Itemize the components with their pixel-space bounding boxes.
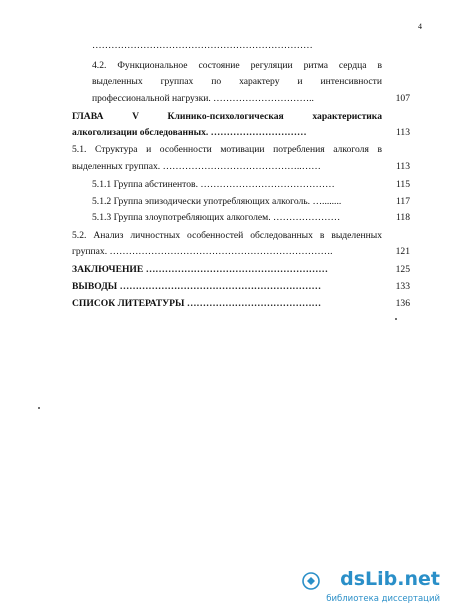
toc-conclusion-page: 125 — [395, 264, 410, 275]
toc-entry-5-2-line-2: группах. ……………………………………………………………. — [72, 246, 333, 257]
toc-entry-5-1-1: 5.1.1 Группа абстинентов. …………………………………… — [92, 179, 335, 190]
toc-findings: ВЫВОДЫ ……………………………………………………… — [72, 281, 322, 292]
scan-speck — [38, 407, 40, 409]
scan-speck — [395, 318, 397, 320]
toc-entry-5-2-line-1: 5.2. Анализ личностных особенностей обследованных в выделенных — [72, 230, 382, 241]
toc-chapter-5-line-2: алкоголизации обследованных. ………………………… — [72, 127, 307, 138]
toc-entry-5-1-2: 5.1.2 Группа эпизодически употребляющих алкоголь. …........ — [92, 196, 342, 207]
toc-entry-5-1-3-page: 118 — [395, 212, 410, 223]
toc-references-page: 136 — [395, 298, 410, 309]
dslib-logo-text — [340, 568, 440, 590]
toc-entry-5-1-2-page: 117 — [395, 196, 410, 207]
dslib-watermark — [300, 566, 450, 616]
toc-entry-5-1-1-page: 115 — [395, 179, 410, 190]
toc-conclusion: ЗАКЛЮЧЕНИЕ ………………………………………………… — [72, 264, 328, 275]
dslib-logo-domain: .net — [397, 568, 440, 590]
page-number: 4 — [418, 22, 422, 31]
toc-entry-5-2-page: 121 — [395, 246, 410, 257]
dslib-logo-icon — [302, 572, 320, 590]
toc-entry-5-1-page: 113 — [395, 161, 410, 172]
toc-entry-4-2-line-2: выделенных группах по характеру и интенсивности — [92, 76, 382, 87]
toc-entry-4-2-line-1: 4.2. Функциональное состояние регуляции ритма сердца в — [92, 60, 382, 71]
dslib-subtitle: библиотека диссертаций — [326, 594, 440, 604]
toc-entry-5-1-line-1: 5.1. Структура и особенности мотивации потребления алкоголя в — [72, 144, 382, 155]
toc-entry-5-1-line-2: выделенных группах. ……………………………………..…… — [72, 161, 321, 172]
toc-lead-dots: …………………………………………………………… — [92, 40, 313, 51]
toc-entry-4-2-line-3: профессиональной нагрузки. ………………………….. — [92, 93, 314, 104]
toc-chapter-5-line-1: ГЛАВА V Клинико-психологическая характеристика — [72, 111, 382, 122]
toc-references: СПИСОК ЛИТЕРАТУРЫ …………………………………… — [72, 298, 322, 309]
toc-entry-5-1-3: 5.1.3 Группа злоупотребляющих алкоголем. ………………… — [92, 212, 341, 223]
toc-entry-4-2-page: 107 — [395, 93, 410, 104]
toc-chapter-5-page: 113 — [395, 127, 410, 138]
dslib-logo-name: dsLib — [340, 568, 398, 590]
toc-findings-page: 133 — [395, 281, 410, 292]
